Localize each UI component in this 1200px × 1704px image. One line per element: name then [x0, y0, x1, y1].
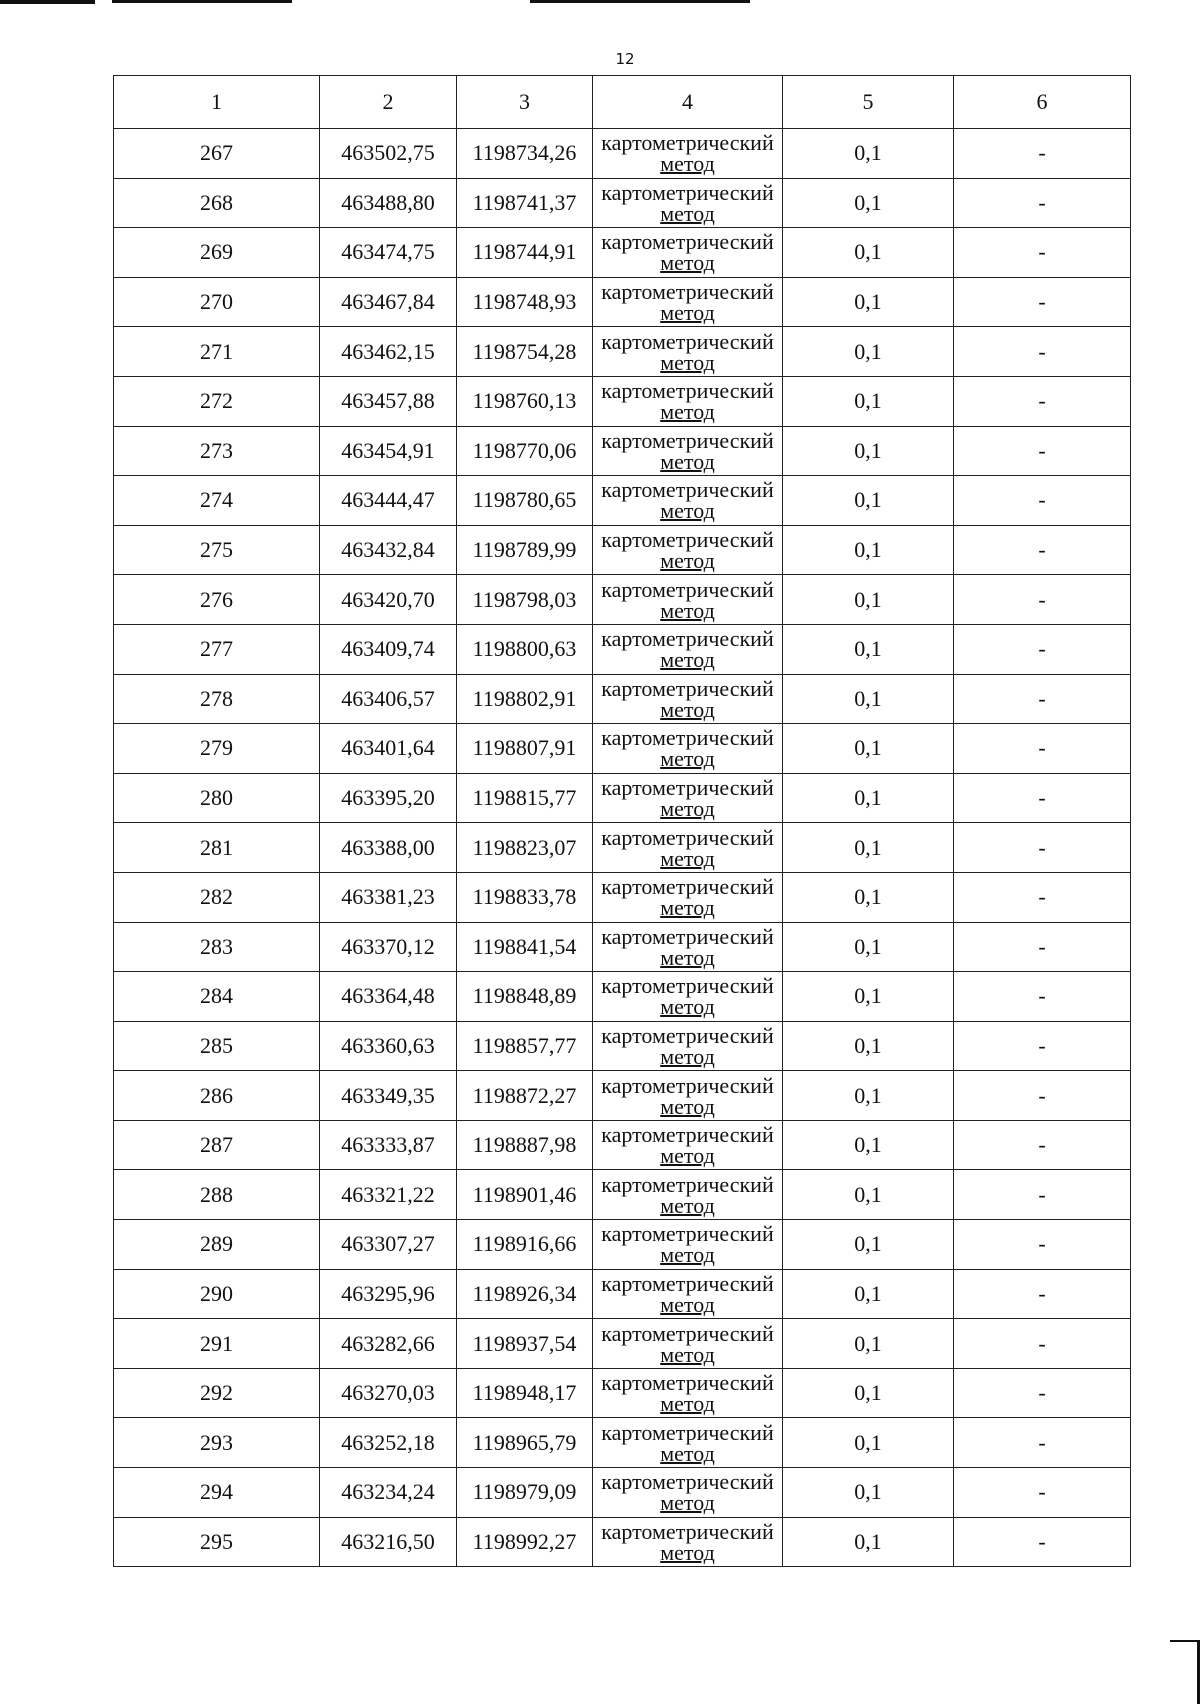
accuracy-cell: 0,1	[783, 1319, 954, 1369]
header-col-3: 3	[457, 76, 593, 129]
method-line-2: метод	[660, 349, 715, 375]
method-line-2: метод	[660, 200, 715, 226]
method-line-2: метод	[660, 1143, 715, 1169]
description-cell: -	[954, 178, 1131, 228]
accuracy-cell: 0,1	[783, 872, 954, 922]
description-cell: -	[954, 724, 1131, 774]
coordinate-x-cell: 463216,50	[320, 1517, 457, 1567]
accuracy-cell: 0,1	[783, 823, 954, 873]
method-line-2: метод	[660, 1242, 715, 1268]
table-row	[114, 1120, 1131, 1170]
method-cell	[593, 872, 783, 922]
method-line-2: метод	[660, 1341, 715, 1367]
table-row	[114, 525, 1131, 575]
point-number-cell: 270	[114, 277, 320, 327]
coordinate-y-cell: 1198760,13	[457, 376, 593, 426]
coordinate-x-cell: 463420,70	[320, 575, 457, 625]
description-cell: -	[954, 1220, 1131, 1270]
point-number-cell: 273	[114, 426, 320, 476]
accuracy-cell: 0,1	[783, 228, 954, 278]
accuracy-cell: 0,1	[783, 277, 954, 327]
accuracy-cell: 0,1	[783, 476, 954, 526]
coordinate-y-cell: 1198734,26	[457, 129, 593, 179]
point-number-cell: 287	[114, 1120, 320, 1170]
description-cell: -	[954, 1468, 1131, 1518]
point-number-cell: 279	[114, 724, 320, 774]
method-line-1: картометрический	[601, 1270, 774, 1296]
table-header-row	[114, 76, 1131, 129]
coordinate-y-cell: 1198916,66	[457, 1220, 593, 1270]
coordinate-x-cell: 463321,22	[320, 1170, 457, 1220]
accuracy-cell: 0,1	[783, 1170, 954, 1220]
coordinate-x-cell: 463395,20	[320, 773, 457, 823]
method-line-1: картометрический	[601, 775, 774, 801]
method-cell	[593, 773, 783, 823]
method-cell	[593, 1517, 783, 1567]
table-row	[114, 922, 1131, 972]
coordinate-x-cell: 463457,88	[320, 376, 457, 426]
description-cell: -	[954, 1418, 1131, 1468]
coordinate-y-cell: 1198887,98	[457, 1120, 593, 1170]
coordinate-y-cell: 1198965,79	[457, 1418, 593, 1468]
description-cell: -	[954, 1368, 1131, 1418]
header-col-1: 1	[114, 76, 320, 129]
method-line-2: метод	[660, 448, 715, 474]
method-line-1: картометрический	[601, 1122, 774, 1148]
coordinate-x-cell: 463474,75	[320, 228, 457, 278]
method-cell	[593, 129, 783, 179]
method-line-1: картометрический	[601, 179, 774, 205]
point-number-cell: 284	[114, 972, 320, 1022]
table-row	[114, 327, 1131, 377]
accuracy-cell: 0,1	[783, 1468, 954, 1518]
method-line-1: картометрический	[601, 427, 774, 453]
point-number-cell: 283	[114, 922, 320, 972]
description-cell: -	[954, 277, 1131, 327]
method-line-1: картометрический	[601, 1419, 774, 1445]
coordinate-y-cell: 1198901,46	[457, 1170, 593, 1220]
accuracy-cell: 0,1	[783, 129, 954, 179]
accuracy-cell: 0,1	[783, 178, 954, 228]
table-row	[114, 773, 1131, 823]
table-row	[114, 1220, 1131, 1270]
header-col-2: 2	[320, 76, 457, 129]
description-cell: -	[954, 773, 1131, 823]
coordinate-y-cell: 1198937,54	[457, 1319, 593, 1369]
method-line-1: картометрический	[601, 1022, 774, 1048]
table-row	[114, 724, 1131, 774]
coordinate-x-cell: 463270,03	[320, 1368, 457, 1418]
table-row	[114, 575, 1131, 625]
coordinate-x-cell: 463432,84	[320, 525, 457, 575]
coordinate-x-cell: 463454,91	[320, 426, 457, 476]
method-line-2: метод	[660, 597, 715, 623]
accuracy-cell: 0,1	[783, 1418, 954, 1468]
coordinate-y-cell: 1198948,17	[457, 1368, 593, 1418]
scan-artifact	[112, 0, 292, 3]
method-line-2: метод	[660, 746, 715, 772]
method-line-1: картометрический	[601, 576, 774, 602]
page-number: 12	[615, 50, 635, 68]
coordinate-y-cell: 1198979,09	[457, 1468, 593, 1518]
point-number-cell: 281	[114, 823, 320, 873]
point-number-cell: 271	[114, 327, 320, 377]
description-cell: -	[954, 228, 1131, 278]
table-row	[114, 1170, 1131, 1220]
method-line-1: картометрический	[601, 874, 774, 900]
description-cell: -	[954, 674, 1131, 724]
point-number-cell: 282	[114, 872, 320, 922]
coordinate-x-cell: 463488,80	[320, 178, 457, 228]
description-cell: -	[954, 426, 1131, 476]
description-cell: -	[954, 922, 1131, 972]
description-cell: -	[954, 129, 1131, 179]
table-row	[114, 1468, 1131, 1518]
point-number-cell: 276	[114, 575, 320, 625]
method-line-2: метод	[660, 1192, 715, 1218]
method-line-1: картометрический	[601, 279, 774, 305]
method-cell	[593, 1120, 783, 1170]
method-cell	[593, 624, 783, 674]
table-row	[114, 178, 1131, 228]
description-cell: -	[954, 872, 1131, 922]
point-number-cell: 280	[114, 773, 320, 823]
method-line-2: метод	[660, 151, 715, 177]
method-line-2: метод	[660, 845, 715, 871]
method-cell	[593, 228, 783, 278]
point-number-cell: 286	[114, 1071, 320, 1121]
method-line-2: метод	[660, 250, 715, 276]
method-line-2: метод	[660, 944, 715, 970]
table-row	[114, 1021, 1131, 1071]
accuracy-cell: 0,1	[783, 376, 954, 426]
method-line-2: метод	[660, 647, 715, 673]
scan-artifact	[0, 0, 95, 4]
scan-artifact	[530, 0, 750, 3]
accuracy-cell: 0,1	[783, 1071, 954, 1121]
accuracy-cell: 0,1	[783, 624, 954, 674]
coordinate-y-cell: 1198780,65	[457, 476, 593, 526]
point-number-cell: 292	[114, 1368, 320, 1418]
coordinate-x-cell: 463502,75	[320, 129, 457, 179]
coordinate-y-cell: 1198770,06	[457, 426, 593, 476]
method-line-2: метод	[660, 300, 715, 326]
accuracy-cell: 0,1	[783, 773, 954, 823]
method-cell	[593, 823, 783, 873]
coordinate-x-cell: 463370,12	[320, 922, 457, 972]
point-number-cell: 275	[114, 525, 320, 575]
method-line-1: картометрический	[601, 130, 774, 156]
coordinate-y-cell: 1198992,27	[457, 1517, 593, 1567]
accuracy-cell: 0,1	[783, 1517, 954, 1567]
method-line-1: картометрический	[601, 229, 774, 255]
coordinate-x-cell: 463444,47	[320, 476, 457, 526]
method-line-2: метод	[660, 1539, 715, 1565]
description-cell: -	[954, 1021, 1131, 1071]
description-cell: -	[954, 476, 1131, 526]
table-row	[114, 1418, 1131, 1468]
scan-artifact	[1170, 1640, 1200, 1642]
accuracy-cell: 0,1	[783, 1269, 954, 1319]
method-line-2: метод	[660, 548, 715, 574]
description-cell: -	[954, 1269, 1131, 1319]
accuracy-cell: 0,1	[783, 724, 954, 774]
accuracy-cell: 0,1	[783, 426, 954, 476]
method-cell	[593, 922, 783, 972]
method-line-1: картометрический	[601, 675, 774, 701]
coordinate-x-cell: 463462,15	[320, 327, 457, 377]
table-row	[114, 228, 1131, 278]
method-cell	[593, 674, 783, 724]
header-col-6: 6	[954, 76, 1131, 129]
method-cell	[593, 1468, 783, 1518]
coordinate-x-cell: 463401,64	[320, 724, 457, 774]
coordinate-y-cell: 1198789,99	[457, 525, 593, 575]
method-cell	[593, 1071, 783, 1121]
table-row	[114, 872, 1131, 922]
method-line-2: метод	[660, 1391, 715, 1417]
method-cell	[593, 376, 783, 426]
method-cell	[593, 1021, 783, 1071]
point-number-cell: 290	[114, 1269, 320, 1319]
description-cell: -	[954, 525, 1131, 575]
description-cell: -	[954, 327, 1131, 377]
description-cell: -	[954, 1071, 1131, 1121]
coordinate-y-cell: 1198798,03	[457, 575, 593, 625]
method-line-1: картометрический	[601, 923, 774, 949]
accuracy-cell: 0,1	[783, 1368, 954, 1418]
coordinate-y-cell: 1198833,78	[457, 872, 593, 922]
coordinate-x-cell: 463381,23	[320, 872, 457, 922]
point-number-cell: 269	[114, 228, 320, 278]
coordinates-table	[113, 75, 1131, 1567]
point-number-cell: 274	[114, 476, 320, 526]
table-row	[114, 1269, 1131, 1319]
method-line-2: метод	[660, 399, 715, 425]
coordinate-y-cell: 1198744,91	[457, 228, 593, 278]
coordinate-x-cell: 463467,84	[320, 277, 457, 327]
method-cell	[593, 1319, 783, 1369]
coordinate-y-cell: 1198748,93	[457, 277, 593, 327]
coordinate-y-cell: 1198754,28	[457, 327, 593, 377]
coordinate-y-cell: 1198926,34	[457, 1269, 593, 1319]
coordinate-y-cell: 1198807,91	[457, 724, 593, 774]
point-number-cell: 272	[114, 376, 320, 426]
point-number-cell: 289	[114, 1220, 320, 1270]
coordinate-y-cell: 1198857,77	[457, 1021, 593, 1071]
coordinate-y-cell: 1198872,27	[457, 1071, 593, 1121]
method-line-2: метод	[660, 796, 715, 822]
method-line-2: метод	[660, 895, 715, 921]
accuracy-cell: 0,1	[783, 922, 954, 972]
coordinate-y-cell: 1198815,77	[457, 773, 593, 823]
description-cell: -	[954, 972, 1131, 1022]
method-cell	[593, 1368, 783, 1418]
coordinate-y-cell: 1198802,91	[457, 674, 593, 724]
accuracy-cell: 0,1	[783, 525, 954, 575]
method-line-1: картометрический	[601, 1171, 774, 1197]
coordinate-x-cell: 463252,18	[320, 1418, 457, 1468]
point-number-cell: 285	[114, 1021, 320, 1071]
point-number-cell: 268	[114, 178, 320, 228]
coordinate-x-cell: 463360,63	[320, 1021, 457, 1071]
table-row	[114, 823, 1131, 873]
method-line-1: картометрический	[601, 1320, 774, 1346]
coordinate-x-cell: 463364,48	[320, 972, 457, 1022]
description-cell: -	[954, 1120, 1131, 1170]
method-line-2: метод	[660, 1490, 715, 1516]
method-line-1: картометрический	[601, 527, 774, 553]
method-line-2: метод	[660, 1440, 715, 1466]
table-row	[114, 1368, 1131, 1418]
coordinate-x-cell: 463406,57	[320, 674, 457, 724]
accuracy-cell: 0,1	[783, 1220, 954, 1270]
method-line-1: картометрический	[601, 824, 774, 850]
coordinate-x-cell: 463234,24	[320, 1468, 457, 1518]
coordinate-x-cell: 463307,27	[320, 1220, 457, 1270]
point-number-cell: 293	[114, 1418, 320, 1468]
table-row	[114, 972, 1131, 1022]
table-row	[114, 277, 1131, 327]
point-number-cell: 288	[114, 1170, 320, 1220]
method-cell	[593, 327, 783, 377]
method-line-2: метод	[660, 1093, 715, 1119]
method-cell	[593, 1269, 783, 1319]
accuracy-cell: 0,1	[783, 972, 954, 1022]
accuracy-cell: 0,1	[783, 575, 954, 625]
table-row	[114, 674, 1131, 724]
coordinate-y-cell: 1198848,89	[457, 972, 593, 1022]
method-cell	[593, 972, 783, 1022]
method-cell	[593, 476, 783, 526]
description-cell: -	[954, 376, 1131, 426]
coordinate-x-cell: 463295,96	[320, 1269, 457, 1319]
coordinate-x-cell: 463282,66	[320, 1319, 457, 1369]
coordinate-x-cell: 463333,87	[320, 1120, 457, 1170]
method-line-2: метод	[660, 1291, 715, 1317]
method-line-2: метод	[660, 696, 715, 722]
method-cell	[593, 1220, 783, 1270]
accuracy-cell: 0,1	[783, 1120, 954, 1170]
description-cell: -	[954, 823, 1131, 873]
point-number-cell: 267	[114, 129, 320, 179]
method-line-2: метод	[660, 498, 715, 524]
method-line-1: картометрический	[601, 626, 774, 652]
point-number-cell: 294	[114, 1468, 320, 1518]
table-body	[114, 129, 1131, 1567]
method-cell	[593, 426, 783, 476]
table-row	[114, 1071, 1131, 1121]
method-cell	[593, 1418, 783, 1468]
method-cell	[593, 724, 783, 774]
table-row	[114, 1319, 1131, 1369]
description-cell: -	[954, 624, 1131, 674]
method-line-1: картометрический	[601, 1518, 774, 1544]
description-cell: -	[954, 1319, 1131, 1369]
method-line-1: картометрический	[601, 328, 774, 354]
accuracy-cell: 0,1	[783, 1021, 954, 1071]
method-line-1: картометрический	[601, 1469, 774, 1495]
method-cell	[593, 525, 783, 575]
method-line-1: картометрический	[601, 725, 774, 751]
coordinate-y-cell: 1198741,37	[457, 178, 593, 228]
coordinate-x-cell: 463349,35	[320, 1071, 457, 1121]
description-cell: -	[954, 575, 1131, 625]
header-col-4: 4	[593, 76, 783, 129]
description-cell: -	[954, 1517, 1131, 1567]
coordinate-y-cell: 1198841,54	[457, 922, 593, 972]
method-cell	[593, 178, 783, 228]
method-line-1: картометрический	[601, 477, 774, 503]
point-number-cell: 277	[114, 624, 320, 674]
description-cell: -	[954, 1170, 1131, 1220]
coordinate-x-cell: 463409,74	[320, 624, 457, 674]
table-row	[114, 426, 1131, 476]
method-line-1: картометрический	[601, 1221, 774, 1247]
coordinate-y-cell: 1198800,63	[457, 624, 593, 674]
coordinate-x-cell: 463388,00	[320, 823, 457, 873]
header-col-5: 5	[783, 76, 954, 129]
point-number-cell: 291	[114, 1319, 320, 1369]
table-row	[114, 476, 1131, 526]
method-line-2: метод	[660, 994, 715, 1020]
method-line-1: картометрический	[601, 973, 774, 999]
coordinate-y-cell: 1198823,07	[457, 823, 593, 873]
method-line-1: картометрический	[601, 1072, 774, 1098]
method-cell	[593, 277, 783, 327]
method-line-1: картометрический	[601, 378, 774, 404]
table-row	[114, 376, 1131, 426]
point-number-cell: 295	[114, 1517, 320, 1567]
table-row	[114, 1517, 1131, 1567]
method-line-1: картометрический	[601, 1370, 774, 1396]
point-number-cell: 278	[114, 674, 320, 724]
accuracy-cell: 0,1	[783, 327, 954, 377]
accuracy-cell: 0,1	[783, 674, 954, 724]
method-cell	[593, 1170, 783, 1220]
method-line-2: метод	[660, 1043, 715, 1069]
table-row	[114, 624, 1131, 674]
table-row	[114, 129, 1131, 179]
method-cell	[593, 575, 783, 625]
